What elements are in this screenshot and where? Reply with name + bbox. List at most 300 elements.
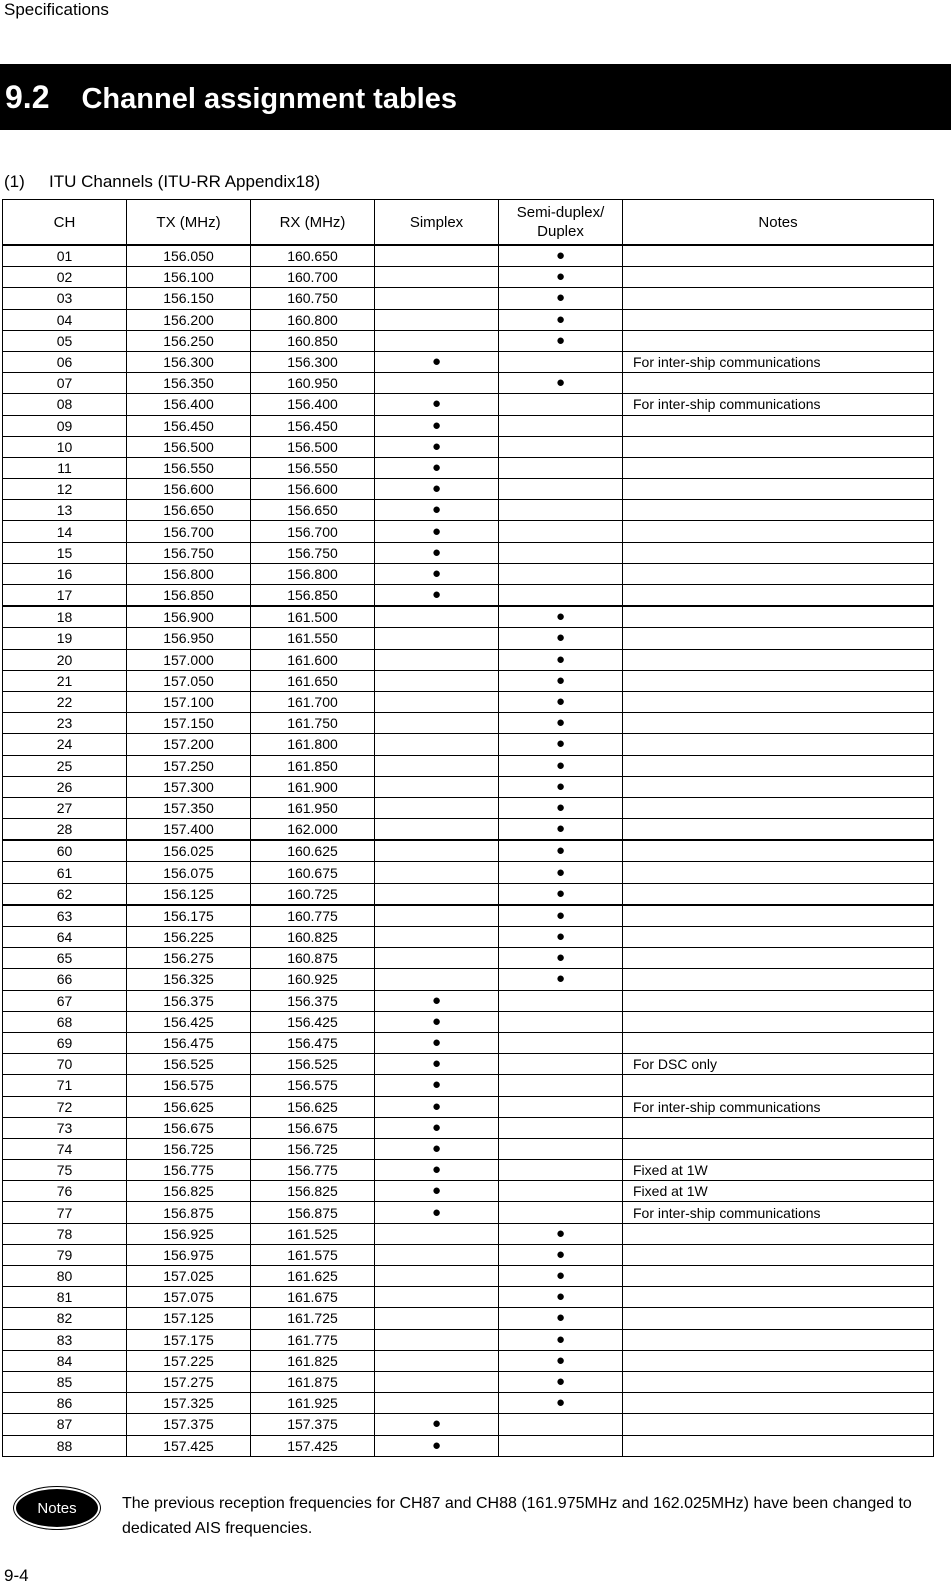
rx-cell: 161.500 [251, 606, 375, 628]
duplex-cell: ● [499, 776, 623, 797]
notes-cell [623, 1032, 934, 1053]
rx-cell: 160.850 [251, 330, 375, 351]
tx-cell: 157.075 [127, 1287, 251, 1308]
rx-cell: 160.700 [251, 267, 375, 288]
simplex-cell [375, 819, 499, 841]
simplex-cell: ● [375, 415, 499, 436]
duplex-cell: ● [499, 862, 623, 883]
notes-cell [623, 1329, 934, 1350]
notes-cell [623, 1075, 934, 1096]
tx-cell: 157.200 [127, 734, 251, 755]
rx-cell: 161.775 [251, 1329, 375, 1350]
channel-cell: 15 [3, 542, 127, 563]
channel-cell: 85 [3, 1371, 127, 1392]
table-row [3, 1181, 934, 1202]
tx-cell: 156.425 [127, 1011, 251, 1032]
table-row [3, 1075, 934, 1096]
simplex-cell [375, 1308, 499, 1329]
rx-cell: 156.400 [251, 394, 375, 415]
rx-cell: 161.675 [251, 1287, 375, 1308]
tx-cell: 156.225 [127, 927, 251, 948]
notes-cell [623, 1414, 934, 1435]
table-row [3, 1244, 934, 1265]
simplex-cell [375, 1244, 499, 1265]
notes-cell [623, 521, 934, 542]
simplex-cell [375, 1371, 499, 1392]
channel-cell: 65 [3, 948, 127, 969]
duplex-cell [499, 1032, 623, 1053]
simplex-cell [375, 713, 499, 734]
rx-cell: 161.650 [251, 670, 375, 691]
table-row [3, 1329, 934, 1350]
channel-cell: 25 [3, 755, 127, 776]
rx-cell: 156.600 [251, 479, 375, 500]
channel-cell: 27 [3, 797, 127, 818]
rx-cell: 156.700 [251, 521, 375, 542]
channel-cell: 21 [3, 670, 127, 691]
rx-cell: 161.725 [251, 1308, 375, 1329]
duplex-cell: ● [499, 691, 623, 712]
rx-cell: 160.650 [251, 245, 375, 267]
table-caption-number: (1) [4, 172, 25, 191]
channel-cell: 05 [3, 330, 127, 351]
channel-cell: 17 [3, 585, 127, 607]
rx-cell: 161.575 [251, 1244, 375, 1265]
rx-cell: 160.775 [251, 905, 375, 927]
simplex-cell [375, 670, 499, 691]
notes-cell [623, 1393, 934, 1414]
duplex-cell: ● [499, 670, 623, 691]
channel-cell: 67 [3, 990, 127, 1011]
table-row [3, 500, 934, 521]
simplex-cell [375, 927, 499, 948]
channel-cell: 60 [3, 840, 127, 862]
tx-cell: 156.275 [127, 948, 251, 969]
notes-badge: Notes [14, 1487, 100, 1529]
simplex-cell [375, 840, 499, 862]
duplex-cell [499, 521, 623, 542]
simplex-cell: ● [375, 1435, 499, 1456]
table-row [3, 245, 934, 267]
table-row [3, 628, 934, 649]
notes-cell [623, 1244, 934, 1265]
rx-cell: 161.925 [251, 1393, 375, 1414]
notes-cell [623, 1011, 934, 1032]
tx-cell: 157.250 [127, 755, 251, 776]
notes-cell [623, 1350, 934, 1371]
simplex-cell: ● [375, 351, 499, 372]
table-row [3, 713, 934, 734]
duplex-cell [499, 585, 623, 607]
duplex-cell [499, 1075, 623, 1096]
notes-cell [623, 1435, 934, 1456]
tx-cell: 156.950 [127, 628, 251, 649]
rx-cell: 156.425 [251, 1011, 375, 1032]
table-row [3, 457, 934, 478]
simplex-cell [375, 905, 499, 927]
channel-cell: 24 [3, 734, 127, 755]
rx-cell: 161.625 [251, 1266, 375, 1287]
rx-cell: 160.725 [251, 883, 375, 905]
tx-cell: 157.225 [127, 1350, 251, 1371]
duplex-cell: ● [499, 755, 623, 776]
simplex-cell [375, 1329, 499, 1350]
simplex-cell [375, 797, 499, 818]
rx-cell: 161.900 [251, 776, 375, 797]
simplex-cell [375, 862, 499, 883]
rx-cell: 161.825 [251, 1350, 375, 1371]
duplex-cell: ● [499, 797, 623, 818]
duplex-cell: ● [499, 649, 623, 670]
channel-cell: 14 [3, 521, 127, 542]
channel-cell: 79 [3, 1244, 127, 1265]
duplex-cell [499, 1160, 623, 1181]
channel-cell: 77 [3, 1202, 127, 1223]
tx-cell: 156.350 [127, 373, 251, 394]
tx-cell: 156.725 [127, 1138, 251, 1159]
simplex-cell: ● [375, 521, 499, 542]
duplex-cell: ● [499, 245, 623, 267]
section-number: 9.2 [5, 78, 50, 115]
table-row [3, 1138, 934, 1159]
notes-cell [623, 267, 934, 288]
table-row [3, 755, 934, 776]
tx-cell: 156.025 [127, 840, 251, 862]
table-row [3, 1117, 934, 1138]
duplex-cell: ● [499, 330, 623, 351]
notes-cell [623, 1117, 934, 1138]
rx-cell: 156.475 [251, 1032, 375, 1053]
duplex-cell: ● [499, 1350, 623, 1371]
simplex-cell: ● [375, 542, 499, 563]
channel-cell: 81 [3, 1287, 127, 1308]
duplex-cell: ● [499, 948, 623, 969]
tx-cell: 156.975 [127, 1244, 251, 1265]
simplex-cell [375, 649, 499, 670]
section-title: Channel assignment tables [81, 82, 457, 115]
table-row [3, 479, 934, 500]
duplex-cell [499, 1054, 623, 1075]
notes-cell [623, 1266, 934, 1287]
notes-cell [623, 649, 934, 670]
column-header-ch: CH [3, 200, 127, 246]
tx-cell: 156.575 [127, 1075, 251, 1096]
notes-cell [623, 734, 934, 755]
table-row [3, 776, 934, 797]
rx-cell: 161.700 [251, 691, 375, 712]
tx-cell: 156.600 [127, 479, 251, 500]
column-header-tx: TX (MHz) [127, 200, 251, 246]
tx-cell: 156.550 [127, 457, 251, 478]
rx-cell: 160.825 [251, 927, 375, 948]
tx-cell: 156.325 [127, 969, 251, 990]
duplex-cell [499, 394, 623, 415]
column-header-simplex: Simplex [375, 200, 499, 246]
table-row [3, 862, 934, 883]
notes-cell [623, 563, 934, 584]
rx-cell: 156.675 [251, 1117, 375, 1138]
tx-cell: 156.850 [127, 585, 251, 607]
channel-cell: 63 [3, 905, 127, 927]
rx-cell: 157.425 [251, 1435, 375, 1456]
notes-cell [623, 1371, 934, 1392]
simplex-cell [375, 288, 499, 309]
channel-cell: 61 [3, 862, 127, 883]
tx-cell: 156.075 [127, 862, 251, 883]
channel-cell: 26 [3, 776, 127, 797]
channel-cell: 66 [3, 969, 127, 990]
channel-cell: 01 [3, 245, 127, 267]
simplex-cell [375, 755, 499, 776]
notes-cell [623, 628, 934, 649]
channel-cell: 04 [3, 309, 127, 330]
tx-cell: 157.050 [127, 670, 251, 691]
rx-cell: 156.375 [251, 990, 375, 1011]
simplex-cell [375, 330, 499, 351]
channel-cell: 08 [3, 394, 127, 415]
simplex-cell [375, 309, 499, 330]
rx-cell: 162.000 [251, 819, 375, 841]
tx-cell: 156.200 [127, 309, 251, 330]
notes-cell: For inter-ship communications [623, 1096, 934, 1117]
rx-cell: 161.750 [251, 713, 375, 734]
rx-cell: 156.650 [251, 500, 375, 521]
table-row [3, 691, 934, 712]
duplex-cell [499, 563, 623, 584]
table-row [3, 670, 934, 691]
tx-cell: 156.625 [127, 1096, 251, 1117]
tx-cell: 156.750 [127, 542, 251, 563]
duplex-cell [499, 1096, 623, 1117]
table-row [3, 585, 934, 607]
notes-cell [623, 776, 934, 797]
tx-cell: 156.375 [127, 990, 251, 1011]
duplex-cell: ● [499, 883, 623, 905]
simplex-cell: ● [375, 1054, 499, 1075]
tx-cell: 156.400 [127, 394, 251, 415]
duplex-cell [499, 1181, 623, 1202]
channel-cell: 75 [3, 1160, 127, 1181]
tx-cell: 157.175 [127, 1329, 251, 1350]
duplex-cell: ● [499, 905, 623, 927]
table-row [3, 1054, 934, 1075]
channel-cell: 20 [3, 649, 127, 670]
duplex-cell: ● [499, 969, 623, 990]
notes-cell [623, 1308, 934, 1329]
channel-cell: 87 [3, 1414, 127, 1435]
tx-cell: 157.000 [127, 649, 251, 670]
table-row [3, 1266, 934, 1287]
simplex-cell [375, 1223, 499, 1244]
channel-cell: 28 [3, 819, 127, 841]
table-row [3, 1011, 934, 1032]
channel-cell: 86 [3, 1393, 127, 1414]
notes-cell [623, 755, 934, 776]
notes-cell [623, 288, 934, 309]
notes-cell [623, 969, 934, 990]
channel-cell: 73 [3, 1117, 127, 1138]
rx-cell: 156.725 [251, 1138, 375, 1159]
table-row [3, 1308, 934, 1329]
simplex-cell [375, 1266, 499, 1287]
rx-cell: 156.750 [251, 542, 375, 563]
notes-cell [623, 948, 934, 969]
simplex-cell [375, 606, 499, 628]
channel-cell: 78 [3, 1223, 127, 1244]
rx-cell: 161.875 [251, 1371, 375, 1392]
notes-cell [623, 1138, 934, 1159]
simplex-cell: ● [375, 1032, 499, 1053]
channel-cell: 74 [3, 1138, 127, 1159]
channel-cell: 23 [3, 713, 127, 734]
notes-cell [623, 713, 934, 734]
rx-cell: 160.950 [251, 373, 375, 394]
channel-cell: 71 [3, 1075, 127, 1096]
notes-cell: For inter-ship communications [623, 394, 934, 415]
table-row [3, 927, 934, 948]
rx-cell: 160.675 [251, 862, 375, 883]
channel-cell: 09 [3, 415, 127, 436]
simplex-cell [375, 948, 499, 969]
table-row [3, 1032, 934, 1053]
table-row [3, 1371, 934, 1392]
simplex-cell: ● [375, 1096, 499, 1117]
rx-cell: 160.875 [251, 948, 375, 969]
channel-cell: 76 [3, 1181, 127, 1202]
tx-cell: 156.100 [127, 267, 251, 288]
tx-cell: 156.650 [127, 500, 251, 521]
duplex-cell: ● [499, 1371, 623, 1392]
simplex-cell: ● [375, 1160, 499, 1181]
duplex-cell: ● [499, 1266, 623, 1287]
table-row [3, 1160, 934, 1181]
channel-cell: 72 [3, 1096, 127, 1117]
channel-cell: 06 [3, 351, 127, 372]
tx-cell: 157.375 [127, 1414, 251, 1435]
channel-cell: 13 [3, 500, 127, 521]
running-header: Specifications [4, 0, 109, 19]
channel-table-body [3, 245, 934, 1456]
tx-cell: 157.400 [127, 819, 251, 841]
rx-cell: 156.800 [251, 563, 375, 584]
notes-cell [623, 457, 934, 478]
rx-cell: 161.800 [251, 734, 375, 755]
notes-cell [623, 1287, 934, 1308]
rx-cell: 160.800 [251, 309, 375, 330]
duplex-cell: ● [499, 267, 623, 288]
duplex-cell: ● [499, 713, 623, 734]
table-row [3, 288, 934, 309]
tx-cell: 156.875 [127, 1202, 251, 1223]
simplex-cell [375, 267, 499, 288]
simplex-cell [375, 373, 499, 394]
duplex-cell [499, 542, 623, 563]
tx-cell: 156.250 [127, 330, 251, 351]
table-row [3, 840, 934, 862]
notes-cell [623, 819, 934, 841]
channel-cell: 11 [3, 457, 127, 478]
table-row [3, 351, 934, 372]
simplex-cell: ● [375, 1117, 499, 1138]
column-header-duplex: Semi-duplex/ Duplex [499, 200, 623, 246]
simplex-cell [375, 734, 499, 755]
rx-cell: 157.375 [251, 1414, 375, 1435]
tx-cell: 156.675 [127, 1117, 251, 1138]
duplex-cell: ● [499, 1393, 623, 1414]
table-row [3, 394, 934, 415]
tx-cell: 157.300 [127, 776, 251, 797]
tx-cell: 156.825 [127, 1181, 251, 1202]
column-header-rx: RX (MHz) [251, 200, 375, 246]
notes-cell: For inter-ship communications [623, 1202, 934, 1223]
tx-cell: 156.775 [127, 1160, 251, 1181]
simplex-cell: ● [375, 1414, 499, 1435]
tx-cell: 157.025 [127, 1266, 251, 1287]
notes-text: The previous reception frequencies for CH87 and CH88 (161.975MHz and 162.025MHz) have been changed to dedicated AIS frequencies. [122, 1495, 912, 1537]
simplex-cell: ● [375, 563, 499, 584]
channel-cell: 03 [3, 288, 127, 309]
notes-cell [623, 606, 934, 628]
channel-cell: 62 [3, 883, 127, 905]
simplex-cell: ● [375, 1011, 499, 1032]
channel-cell: 70 [3, 1054, 127, 1075]
notes-cell [623, 415, 934, 436]
tx-cell: 156.900 [127, 606, 251, 628]
simplex-cell: ● [375, 394, 499, 415]
notes-cell [623, 862, 934, 883]
simplex-cell: ● [375, 479, 499, 500]
table-row [3, 1393, 934, 1414]
rx-cell: 161.850 [251, 755, 375, 776]
table-row [3, 948, 934, 969]
tx-cell: 156.150 [127, 288, 251, 309]
duplex-cell: ● [499, 373, 623, 394]
table-row [3, 969, 934, 990]
channel-table [2, 199, 934, 1457]
duplex-cell: ● [499, 1308, 623, 1329]
channel-cell: 19 [3, 628, 127, 649]
section-heading [0, 64, 951, 130]
page-number: 9-4 [4, 1566, 29, 1585]
duplex-cell [499, 479, 623, 500]
table-row [3, 563, 934, 584]
rx-cell: 156.550 [251, 457, 375, 478]
simplex-cell [375, 691, 499, 712]
notes-cell [623, 309, 934, 330]
table-row [3, 1414, 934, 1435]
channel-cell: 83 [3, 1329, 127, 1350]
tx-cell: 156.700 [127, 521, 251, 542]
notes-cell [623, 905, 934, 927]
channel-cell: 07 [3, 373, 127, 394]
simplex-cell: ● [375, 436, 499, 457]
channel-cell: 88 [3, 1435, 127, 1456]
rx-cell: 156.875 [251, 1202, 375, 1223]
table-row [3, 1435, 934, 1456]
tx-cell: 157.425 [127, 1435, 251, 1456]
notes-cell [623, 797, 934, 818]
tx-cell: 157.350 [127, 797, 251, 818]
table-row [3, 521, 934, 542]
notes-cell: Fixed at 1W [623, 1160, 934, 1181]
table-row [3, 373, 934, 394]
duplex-cell [499, 415, 623, 436]
rx-cell: 160.925 [251, 969, 375, 990]
notes-cell [623, 990, 934, 1011]
tx-cell: 157.275 [127, 1371, 251, 1392]
channel-cell: 82 [3, 1308, 127, 1329]
duplex-cell [499, 1435, 623, 1456]
